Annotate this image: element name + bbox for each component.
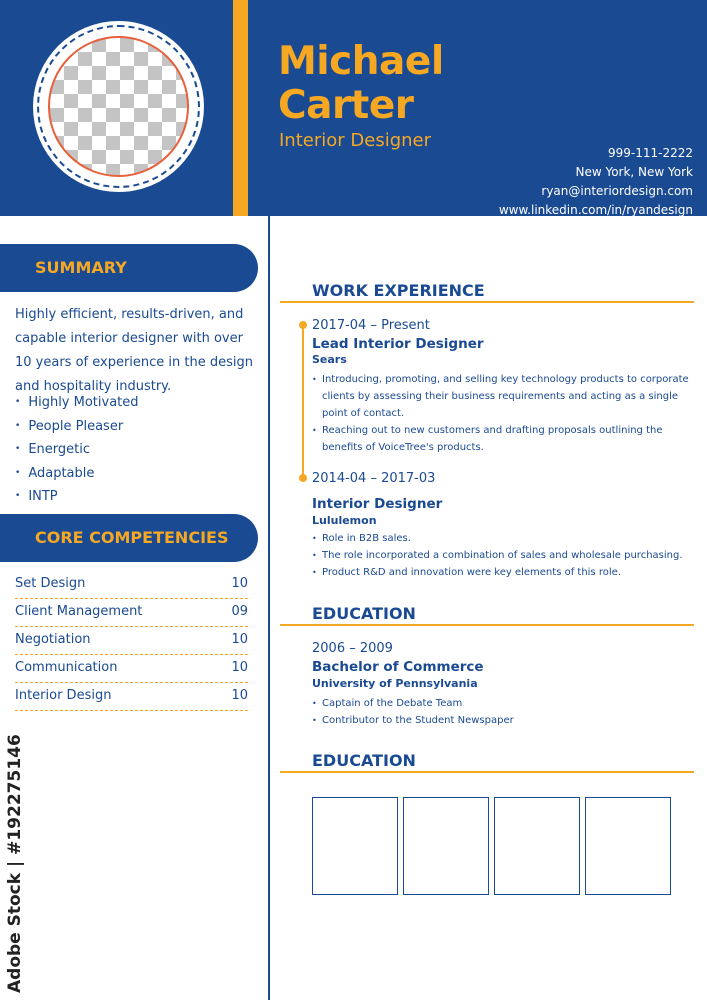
column-divider — [268, 216, 270, 1000]
trait-item: • Energetic — [15, 439, 139, 463]
profile-photo-frame[interactable] — [33, 21, 204, 192]
job-company: Lululemon — [312, 514, 377, 527]
competency-skill: Client Management — [15, 604, 143, 619]
education-activities — [312, 695, 697, 729]
education-dates: 2006 – 2009 — [312, 641, 393, 656]
stock-id-label: Adobe Stock | #192275146 — [5, 734, 25, 993]
competency-skill: Set Design — [15, 576, 86, 591]
education-degree: Bachelor of Commerce — [312, 659, 484, 675]
summary-text: Highly efficient, results-driven, and capable interior designer with over 10 years of experience in the design and hospitality industry. — [15, 307, 254, 394]
name-first: Michael — [278, 39, 444, 84]
competency-skill: Communication — [15, 660, 118, 675]
timeline-dot — [299, 474, 307, 482]
education2-heading-rule — [280, 771, 694, 773]
activity-item: • Contributor to the Student Newspaper — [312, 712, 697, 729]
competencies-heading-pill — [0, 514, 258, 562]
contact-website[interactable]: www.linkedin.com/in/ryandesign — [498, 203, 693, 217]
competency-skill: Negotiation — [15, 632, 91, 647]
duty-item: • Reaching out to new customers and drafting proposals outlining the benefits of VoiceTree's products. — [312, 422, 697, 456]
timeline-line — [302, 325, 304, 478]
competencies-list — [15, 571, 248, 711]
contact-block — [499, 144, 693, 220]
header-accent-stripe — [233, 0, 248, 216]
placeholder-box[interactable] — [585, 797, 671, 895]
competency-score: 10 — [231, 660, 248, 675]
education-heading-rule — [280, 624, 694, 626]
work-heading-rule — [280, 301, 694, 303]
job-duties — [312, 530, 697, 581]
job-dates: 2014-04 – 2017-03 — [312, 471, 436, 486]
education-school: University of Pennsylvania — [312, 677, 478, 690]
duty-item: • Introducing, promoting, and selling key technology products to corporate clients by assessing their business requirements and acting as a single point of contact. — [312, 371, 697, 422]
competency-row — [15, 599, 248, 627]
competency-row — [15, 655, 248, 683]
placeholder-box[interactable] — [312, 797, 398, 895]
competency-skill: Interior Design — [15, 688, 112, 703]
placeholder-box[interactable] — [403, 797, 489, 895]
duty-item: • Product R&D and innovation were key elements of this role. — [312, 564, 697, 581]
work-heading: WORK EXPERIENCE — [312, 281, 485, 300]
trait-item: • Adaptable — [15, 463, 139, 487]
job-company: Sears — [312, 353, 347, 366]
timeline-dot — [299, 321, 307, 329]
trait-item: • INTP — [15, 486, 139, 510]
competency-row — [15, 571, 248, 599]
job-dates: 2017-04 – Present — [312, 318, 430, 333]
education-heading: EDUCATION — [312, 604, 416, 623]
competency-score: 10 — [231, 688, 248, 703]
duty-item: • Role in B2B sales. — [312, 530, 697, 547]
job-title: Interior Designer — [279, 130, 432, 151]
contact-phone: 999-111-2222 — [607, 146, 693, 160]
summary-heading-pill — [0, 244, 258, 292]
competency-score: 09 — [231, 604, 248, 619]
competency-score: 10 — [231, 576, 248, 591]
activity-item: • Captain of the Debate Team — [312, 695, 697, 712]
competencies-heading: CORE COMPETENCIES — [35, 528, 229, 547]
contact-location: New York, New York — [575, 165, 693, 179]
traits-list — [15, 392, 139, 510]
photo-placeholder — [48, 36, 189, 177]
education2-heading: EDUCATION — [312, 751, 416, 770]
candidate-name — [278, 40, 444, 128]
competency-row — [15, 627, 248, 655]
summary-heading: SUMMARY — [35, 258, 127, 277]
name-last: Carter — [278, 83, 414, 128]
contact-email[interactable]: ryan@interiordesign.com — [541, 184, 693, 198]
placeholder-box[interactable] — [494, 797, 580, 895]
job-title-item: Interior Designer — [312, 496, 443, 512]
competency-score: 10 — [231, 632, 248, 647]
job-title-item: Lead Interior Designer — [312, 336, 484, 352]
competency-row — [15, 683, 248, 711]
trait-item: • Highly Motivated — [15, 392, 139, 416]
duty-item: • The role incorporated a combination of sales and wholesale purchasing. — [312, 547, 697, 564]
job-duties — [312, 371, 697, 456]
trait-item: • People Pleaser — [15, 416, 139, 440]
